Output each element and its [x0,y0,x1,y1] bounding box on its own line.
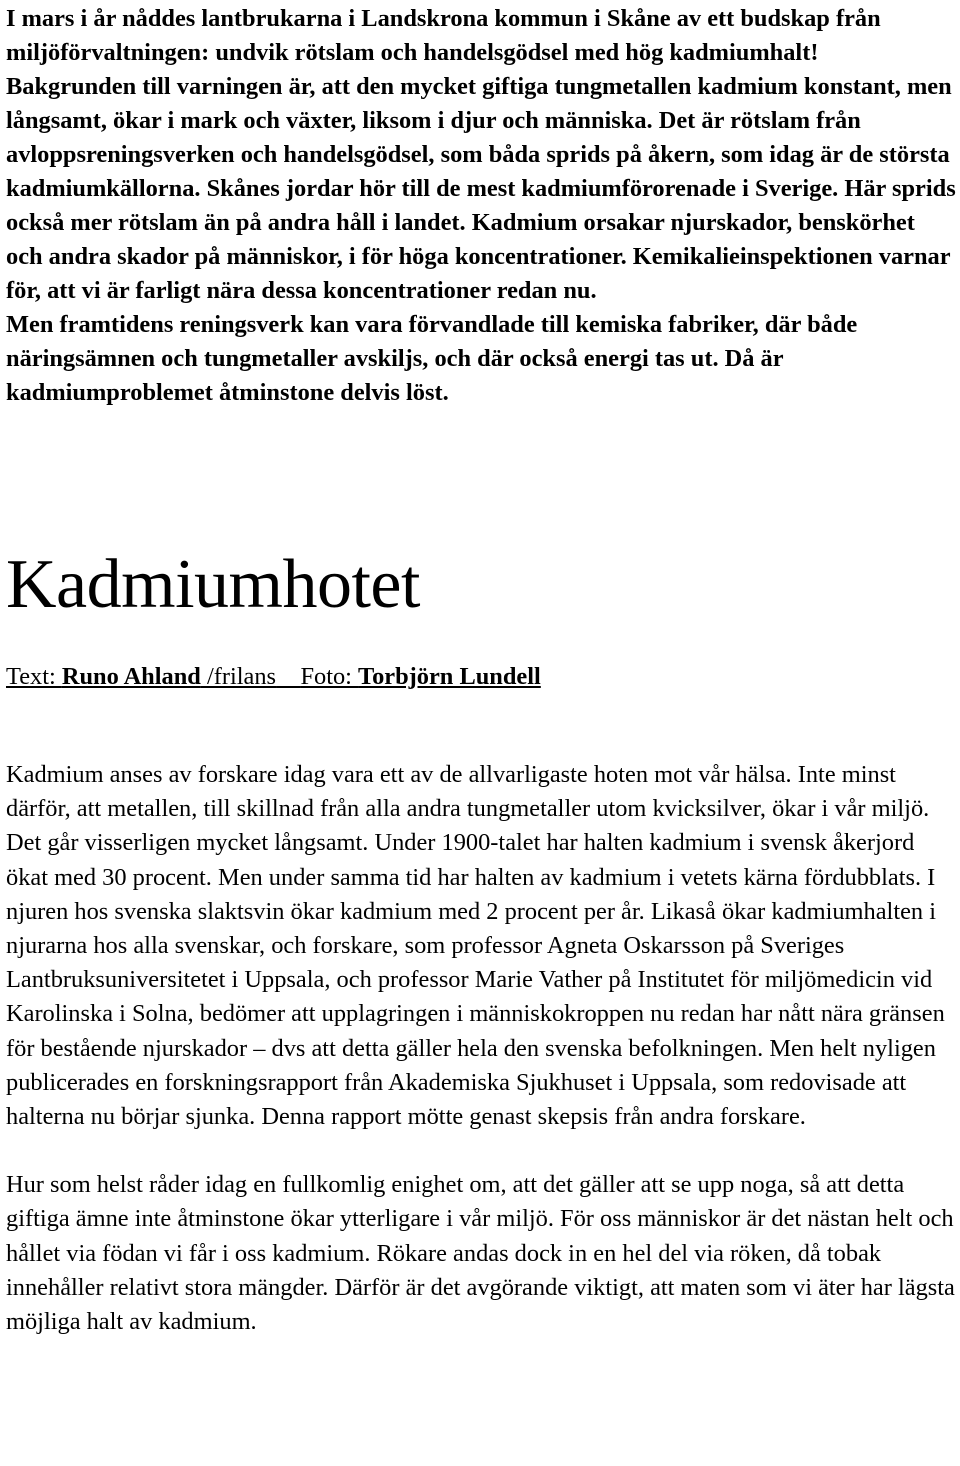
intro-paragraph: Men framtidens reningsverk kan vara förvandlade till kemiska fabriker, där både näringsämnen och tungmetaller avskiljs, och där också energi tas ut. Då är kadmiumproblemet åtminstone delvis löst. [6,311,858,406]
document-page [6,0,956,1336]
article-title: Kadmiumhotet [6,546,420,623]
article-paragraph: Kadmium anses av forskare idag vara ett av de allvarligaste hoten mot vår hälsa. Inte minst därför, att metallen, till skillnad från alla andra tungmetaller utom kvicksilver, ökar i vår miljö. Det går visserligen mycket långsamt. Under 1900-talet har halten kadmium i svensk åkerjord ökat med 30 procent. Men under samma tid har halten av kadmium i vetets kärna fördubblats. I njuren hos svenska slaktsvin ökar kadmium med 2 procent per år. Likaså ökar kadmiumhalten i njurarna hos alla svenskar, och forskare, som professor Agneta Oskarsson på Sveriges Lantbruksuniversitetet i Uppsala, och professor Marie Vather på Institutet för miljömedicin vid Karolinska i Solna, bedömer att upplagringen i människokroppen nu redan har nått nära gränsen för bestående njurskador – dvs att detta gäller hela den svenska befolkningen. Men helt nyligen publicerades en forskningsrapport från Akademiska Sjukhuset i Uppsala, som redovisade att halterna nu börjar sjunka. Denna rapport mötte genast skepsis från andra forskare. [6,761,945,1131]
intro-section [6,0,956,410]
byline-photographer: Torbjörn Lundell [358,663,541,690]
intro-paragraph: I mars i år nåddes lantbrukarna i Landskrona kommun i Skåne av ett budskap från miljöförvaltningen: undvik rötslam och handelsgödsel med hög kadmiumhalt! [6,5,881,66]
byline-text-label: Text: [6,663,62,690]
intro-paragraph: Bakgrunden till varningen är, att den mycket giftiga tungmetallen kadmium konstant, men långsamt, ökar i mark och växter, liksom i djur och människa. Det är rötslam från avloppsreningsverken och handelsgödsel, som båda sprids på åkern, som idag är de största kadmiumkällorna. Skånes jordar hör till de mest kadmiumförorenade i Sverige. Här sprids också mer rötslam än på andra håll i landet. Kadmium orsakar njurskador, benskörhet och andra skador på människor, i för höga koncentrationer. Kemikalieinspektionen varnar för, att vi är farligt nära dessa koncentrationer redan nu. [6,73,956,304]
article-paragraph: Hur som helst råder idag en fullkomlig enighet om, att det gäller att se upp noga, så att detta giftiga ämne inte åtminstone ökar ytterligare i vår miljö. För oss människor är det nästan helt och hållet via födan vi får i oss kadmium. Rökare andas dock in en hel del via röken, då tobak innehåller relativt stora mängder. Därför är det avgörande viktigt, att maten som vi äter har lägsta möjliga halt av kadmium. [6,1171,955,1336]
byline-gap [276,663,300,690]
byline [6,661,541,693]
article-body [6,758,960,1339]
byline-author: Runo Ahland [61,663,201,690]
byline-author-suffix: /frilans [200,663,277,690]
byline-photo-label: Foto: [300,663,359,690]
